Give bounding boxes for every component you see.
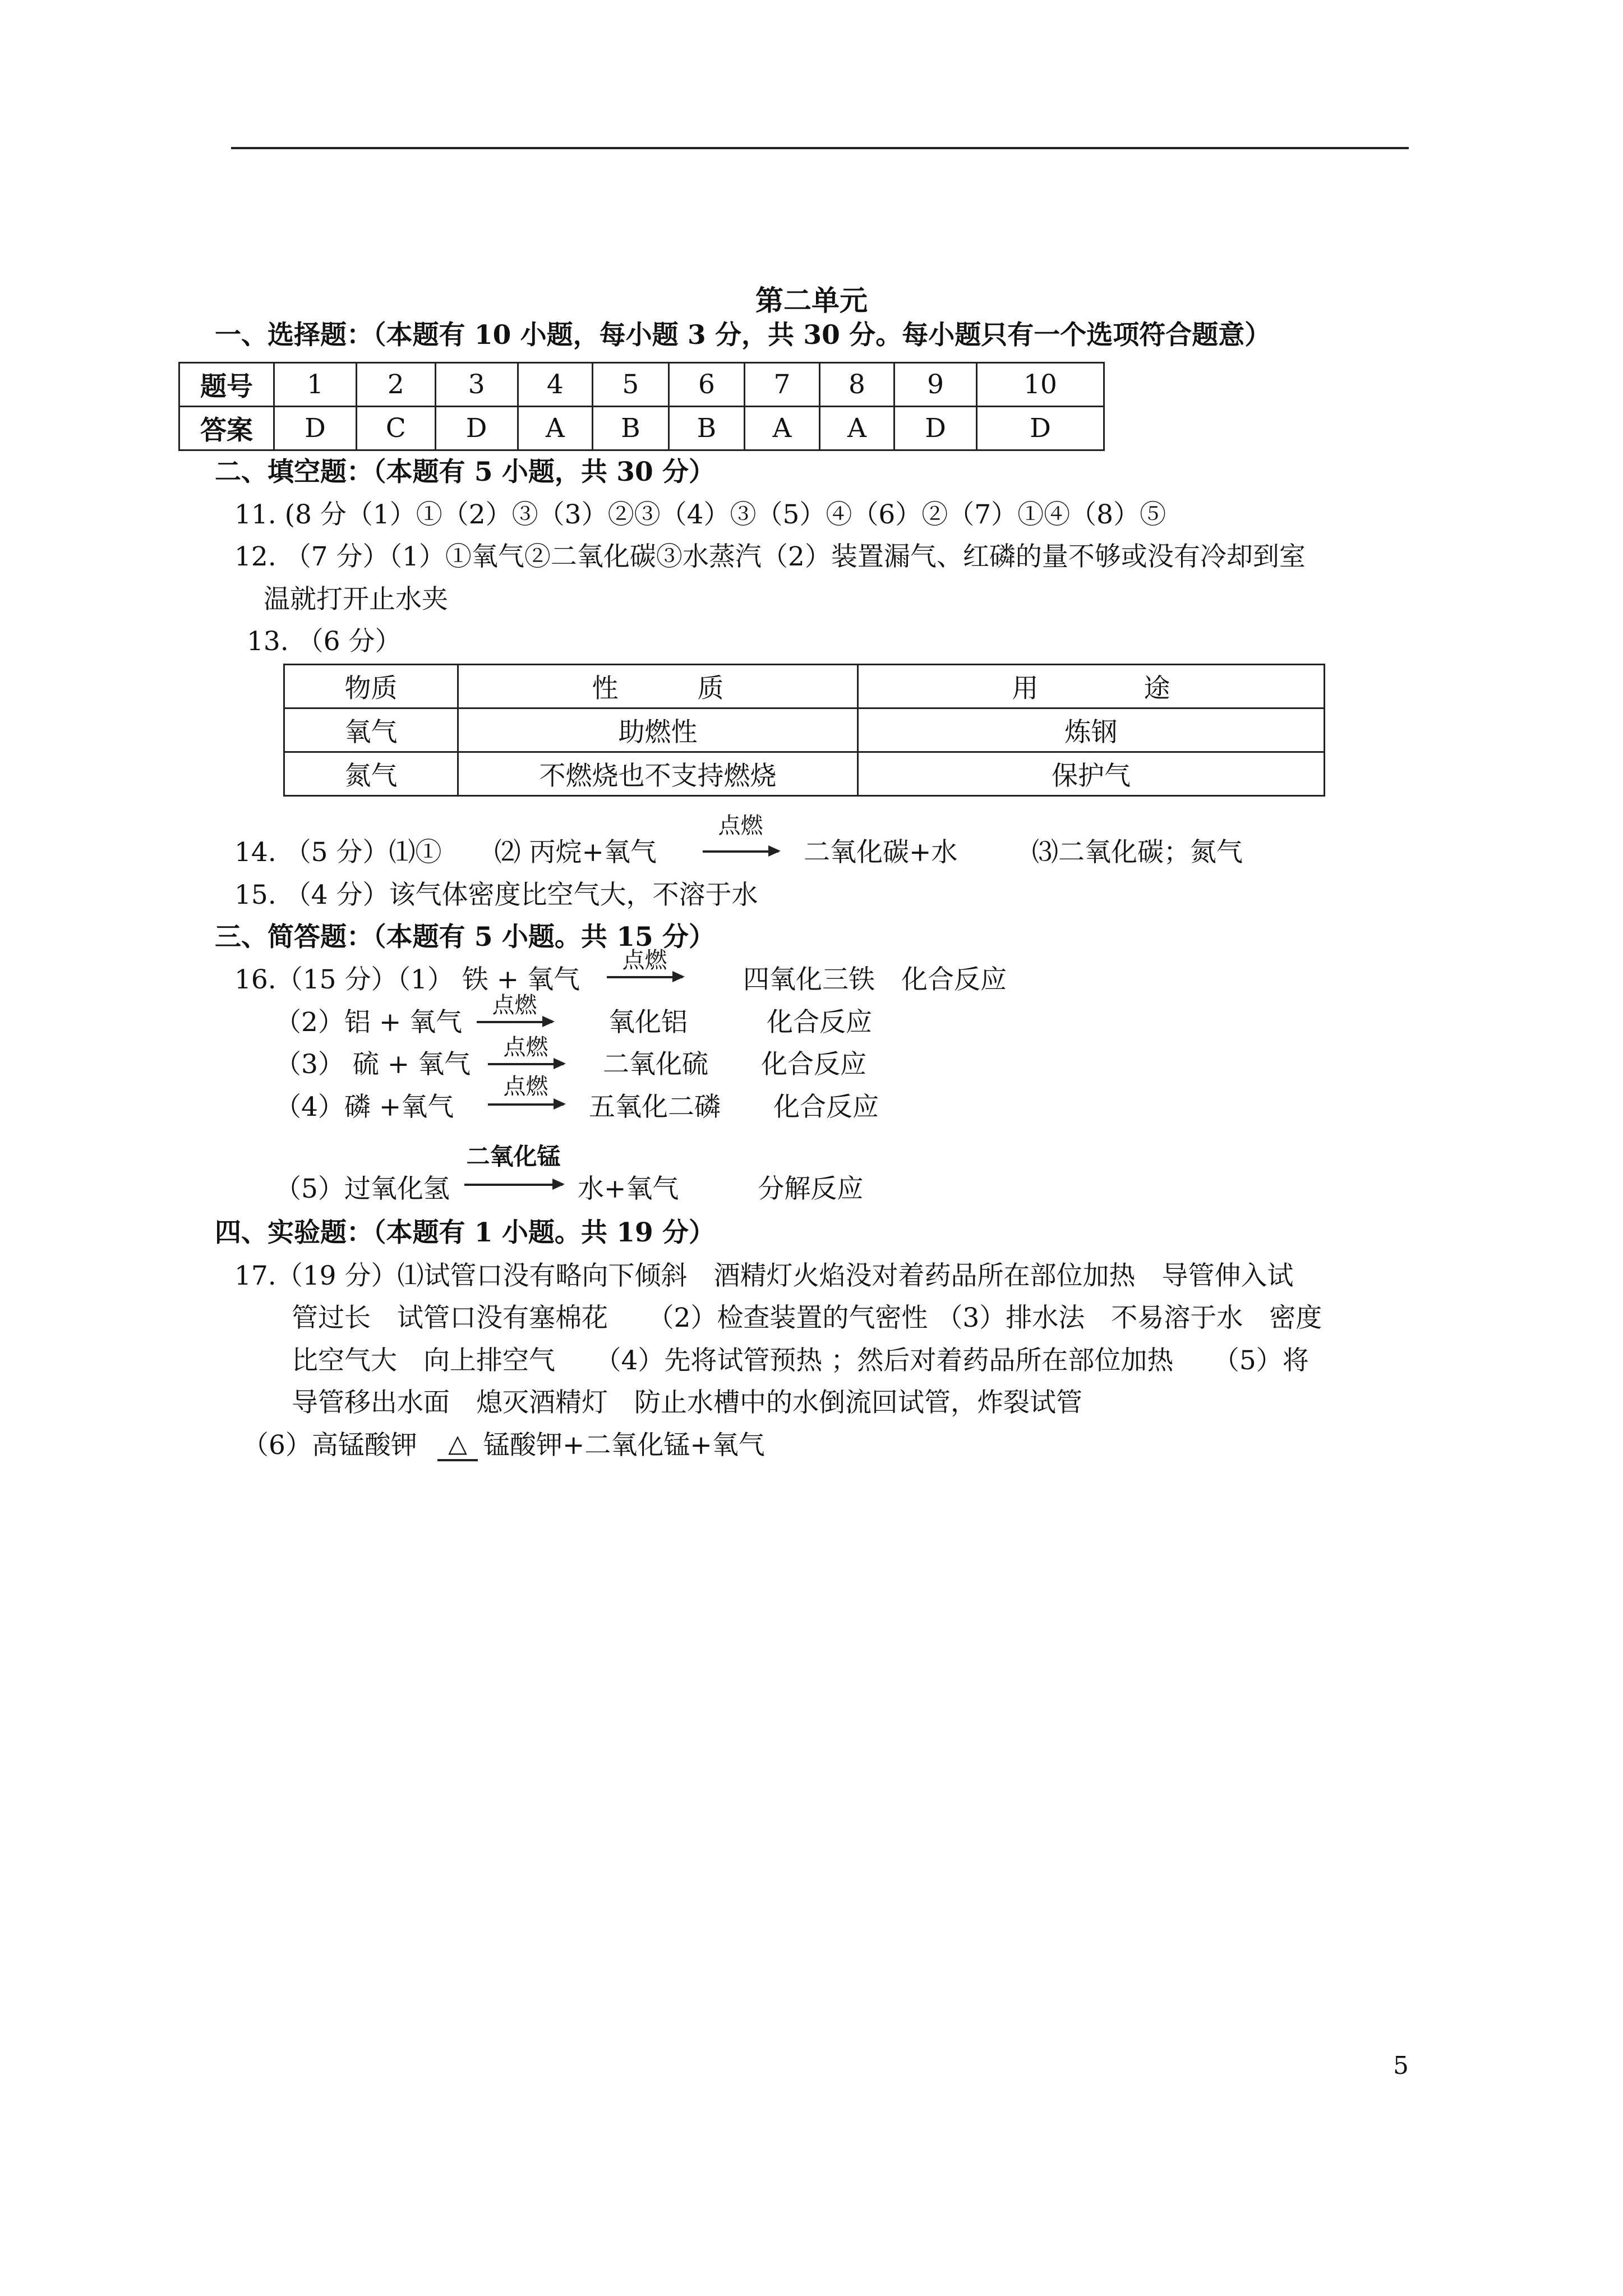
arrow-shaft [607,976,683,978]
table-header-cell: 答案 [179,407,274,450]
q17-6-text: （6）高锰酸钾 [242,1430,417,1461]
arrow-head-icon [542,1016,555,1027]
question-number: 9 [895,363,977,407]
arrow-shaft [488,1063,564,1065]
q17-text-line1: 17.（19 分）⑴试管口没有略向下倾斜 酒精灯火焰没对着药品所在部位加热 导管伸入试 [234,1260,1294,1291]
table-header-cell: 用 途 [858,665,1325,708]
q16-2-product: 氧化铝 化合反应 [608,1007,872,1038]
table-row [284,665,1325,708]
arrow-shaft [464,1184,562,1186]
property-cell: 助燃性 [458,708,858,752]
arrow-head-icon [768,845,781,857]
table-row [179,363,1104,407]
answer-cell: A [745,407,819,450]
answer-cell: A [819,407,894,450]
arrow-shaft [488,1103,564,1106]
header-rule [231,147,1409,149]
reaction-arrow [464,1144,562,1189]
question-number: 7 [745,363,819,407]
section3-heading: 三、简答题：（本题有 5 小题。共 15 分） [215,922,716,953]
q16-5-product: 水+氧气 分解反应 [578,1174,864,1204]
q11-text: 11. (8 分（1）①（2）③（3）②③（4）③（5）④（6）②（7）①④（8）⑤ [234,499,1166,530]
reaction-condition: 点燃 [718,813,763,839]
answer-table [178,362,1105,451]
q17-text-line2: 管过长 试管口没有塞棉花 （2）检查装置的气密性 （3）排水法 不易溶于水 密度 [292,1303,1322,1333]
section2-heading: 二、填空题：（本题有 5 小题，共 30 分） [215,457,716,487]
use-cell: 炼钢 [858,708,1325,752]
arrow-shaft [477,1021,552,1023]
q16-1-text: 16.（15 分）（1） 铁 + 氧气 [234,964,580,995]
reaction-condition: 点燃 [492,992,537,1018]
question-number: 1 [274,363,357,407]
arrow-head-icon [554,1058,566,1069]
reaction-arrow [607,948,683,987]
answer-cell: D [977,407,1104,450]
reaction-condition: 点燃 [503,1074,548,1099]
q16-4-product: 五氧化二磷 化合反应 [589,1092,879,1122]
q16-5-text: （5）过氧化氢 [275,1174,450,1204]
table-header-cell: 性 质 [458,665,858,708]
property-table [283,664,1325,797]
q12-text-line1: 12. （7 分）（1）①氧气②二氧化碳③水蒸汽（2）装置漏气、红磷的量不够或没有冷却到室 [234,541,1306,572]
arrow-head-icon [552,1179,565,1190]
q17-6-product: 锰酸钾+二氧化锰+氧气 [483,1430,765,1461]
q16-3-product: 二氧化硫 化合反应 [603,1049,866,1080]
q13-text: 13. （6 分） [247,626,402,657]
table-header-cell: 物质 [284,665,458,708]
use-cell: 保护气 [858,752,1325,796]
answer-cell: B [668,407,745,450]
reaction-arrow [477,993,552,1032]
arrow-head-icon [672,971,685,982]
question-number: 10 [977,363,1104,407]
q17-text-line3: 比空气大 向上排空气 （4）先将试管预热 ；然后对着药品所在部位加热 （5）将 [292,1345,1309,1376]
section4-heading: 四、实验题：（本题有 1 小题。共 19 分） [215,1217,716,1248]
answer-cell: B [593,407,669,450]
answer-cell: D [435,407,518,450]
table-row [284,708,1325,752]
answer-cell: D [274,407,357,450]
table-row [284,752,1325,796]
arrow-shaft [703,850,778,853]
q12-text-line2: 温就打开止水夹 [264,584,448,615]
q14-tail: ⑶二氧化碳；氮气 [1032,837,1243,868]
table-header-cell: 题号 [179,363,274,407]
question-number: 2 [356,363,435,407]
q15-text: 15. （4 分）该气体密度比空气大，不溶于水 [234,880,758,910]
q16-4-text: （4）磷 +氧气 [275,1092,454,1122]
property-cell: 不燃烧也不支持燃烧 [458,752,858,796]
q16-2-text: （2）铝 + 氧气 [275,1007,463,1038]
answer-cell: D [895,407,977,450]
q17-text-line4: 导管移出水面 熄灭酒精灯 防止水槽中的水倒流回试管，炸裂试管 [292,1387,1082,1418]
answer-cell: A [518,407,592,450]
answer-cell: C [356,407,435,450]
q16-1-product: 四氧化三铁 化合反应 [743,964,1007,995]
reaction-arrow [488,1074,564,1114]
question-number: 5 [593,363,669,407]
heating-condition-icon: △ [437,1429,478,1461]
reaction-condition: 二氧化锰 [466,1143,561,1170]
q14-text: 14. （5 分）⑴① ⑵ 丙烷+氧气 [234,837,657,868]
reaction-arrow [703,813,778,858]
substance-cell: 氧气 [284,708,458,752]
section1-heading: 一、选择题：（本题有 10 小题，每小题 3 分，共 30 分。每小题只有一个选项符合题意） [215,320,1271,351]
question-number: 8 [819,363,894,407]
question-number: 4 [518,363,592,407]
unit-title: 第二单元 [755,284,868,317]
reaction-condition: 点燃 [503,1034,548,1060]
reaction-arrow [488,1035,564,1074]
page-number: 5 [1393,2051,1409,2080]
question-number: 3 [435,363,518,407]
reaction-condition: 点燃 [622,947,667,973]
substance-cell: 氮气 [284,752,458,796]
q14-product: 二氧化碳+水 [804,837,958,868]
question-number: 6 [668,363,745,407]
q16-3-text: （3） 硫 + 氧气 [275,1049,471,1080]
table-row [179,407,1104,450]
arrow-head-icon [554,1098,566,1110]
